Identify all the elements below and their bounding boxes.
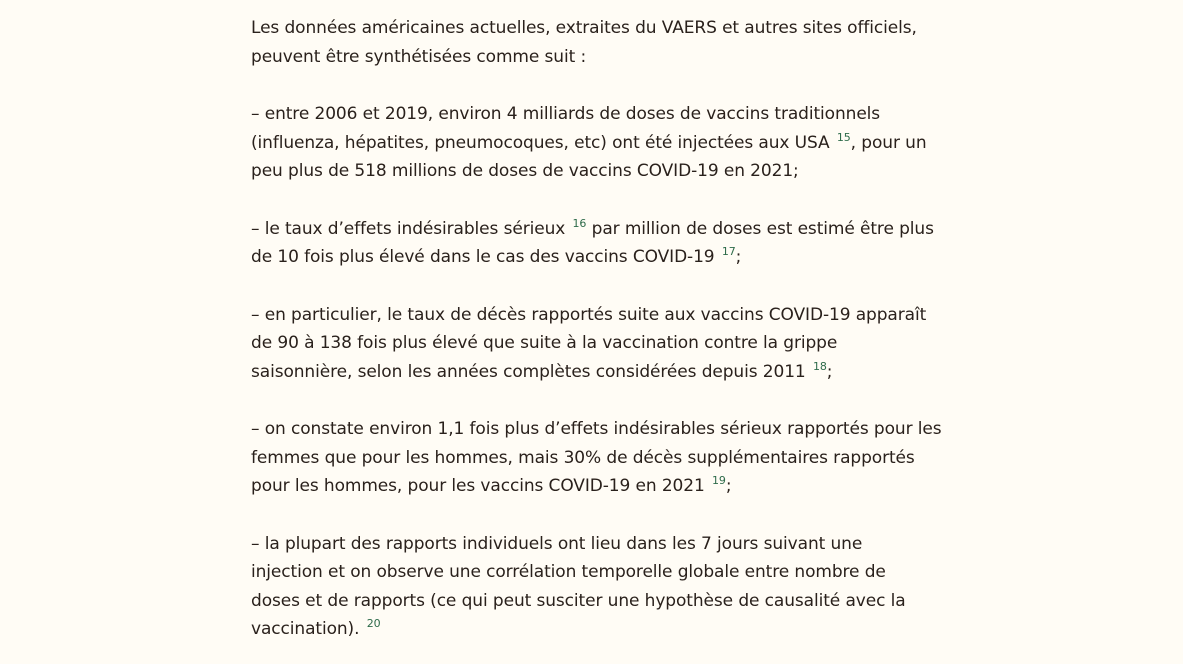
item-line: femmes que pour les hommes, mais 30% de décès supplémentaires rapportés [251,447,915,468]
list-item [251,530,951,644]
list-item [251,301,951,387]
footnote-link-15[interactable]: 15 [836,130,851,144]
article-body [251,14,951,644]
item-line: pour les hommes, pour les vaccins COVID-19 en 2021 [251,476,711,496]
item-line: , pour un [850,132,927,153]
footnote-ref [573,217,587,230]
item-line: – entre 2006 et 2019, environ 4 milliards de doses de vaccins traditionnels [251,104,881,124]
item-line: ; [725,476,732,496]
item-line: peu plus de 518 millions de doses de vaccins COVID-19 en 2021; [251,161,799,181]
footnote-ref [837,131,851,144]
item-line: (influenza, hépatites, pneumocoques, etc) ont été injectées aux USA [251,132,835,153]
item-line: ; [826,361,833,382]
footnote-link-19[interactable]: 19 [712,474,726,487]
list-item [251,415,951,501]
item-line: vaccination). [251,619,365,639]
item-line: – la plupart des rapports individuels ont lieu dans les 7 jours suivant une [251,533,863,554]
item-line: de 10 fois plus élevé dans le cas des vaccins COVID-19 [251,247,720,267]
intro-paragraph [251,14,951,71]
intro-line: peuvent être synthétisées comme suit : [251,46,587,67]
item-line: saisonnière, selon les années complètes considérées depuis 2011 [251,361,811,382]
item-line: ; [735,247,742,267]
item-line: injection et on observe une corrélation temporelle globale entre nombre de [251,562,886,582]
footnote-ref [722,245,736,258]
list-item [251,215,951,272]
footnote-link-16[interactable]: 16 [572,216,587,230]
footnote-link-20[interactable]: 20 [366,617,381,630]
intro-line: Les données américaines actuelles, extraites du VAERS et autres sites officiels, [251,18,917,38]
footnote-ref [813,360,827,373]
footnote-link-17[interactable]: 17 [721,245,736,258]
list-item [251,100,951,186]
item-line: doses et de rapports (ce qui peut susciter une hypothèse de causalité avec la [251,590,906,611]
item-line: – on constate environ 1,1 fois plus d’effets indésirables sérieux rapportés pour les [251,419,942,439]
item-line: de 90 à 138 fois plus élevé que suite à la vaccination contre la grippe [251,333,838,353]
item-line: – en particulier, le taux de décès rapportés suite aux vaccins COVID-19 apparaît [251,304,927,325]
footnote-ref [367,617,381,630]
item-line: par million de doses est estimé être plus [586,218,934,239]
footnote-ref [712,474,726,487]
footnote-link-18[interactable]: 18 [812,359,827,373]
item-line: – le taux d’effets indésirables sérieux [251,218,571,239]
